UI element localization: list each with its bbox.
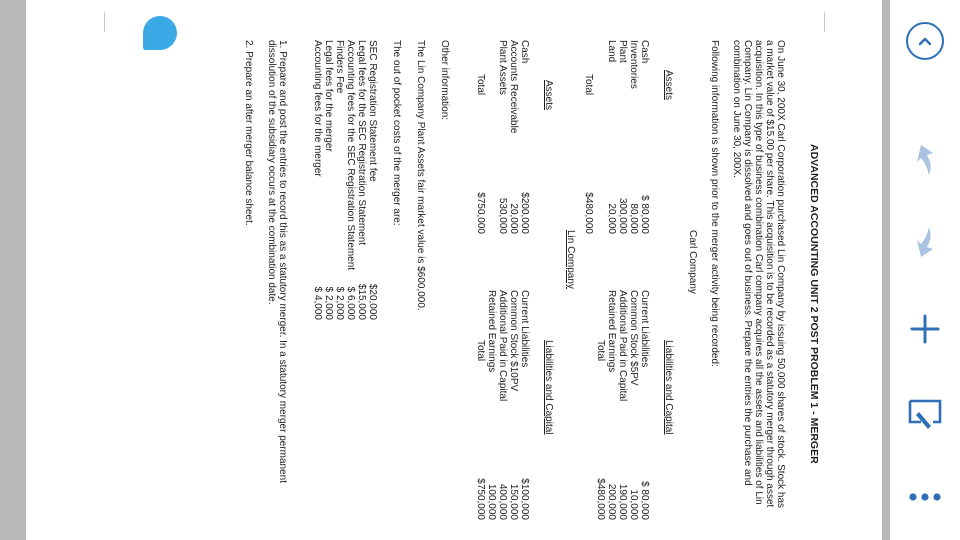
lin-asset-label: Cash	[519, 40, 530, 64]
fair-value-text: The Lin Company Plant Assets fair market value is $600,000.	[415, 40, 426, 311]
carl-asset-value: 80,000	[628, 203, 639, 234]
plus-icon	[909, 313, 941, 345]
prior-info-text: Following information is shown prior to the merger activity being recorded:	[709, 40, 720, 367]
redo-button[interactable]	[904, 222, 946, 264]
lin-liab-label: Additional Paid in Capital	[497, 290, 508, 402]
carl-total-value: $480,000	[583, 192, 594, 234]
undo-icon	[907, 139, 943, 179]
scroll-up-button[interactable]	[904, 20, 946, 62]
lin-asset-label: Plant Assets	[497, 40, 508, 96]
more-icon	[908, 492, 942, 502]
carl-liab-value: 190,000	[617, 483, 628, 520]
document-title: ADVANCED ACCOUNTING UNIT 2 POST PROBLEM 1 - MERGER	[808, 144, 820, 464]
cost-value: $15,000	[356, 283, 367, 320]
cost-label: Legal fees for the SEC Registration Statement	[356, 40, 367, 246]
lin-asset-value: 530,000	[497, 197, 508, 234]
oop-intro-text: The out of pocket costs of the merger are:	[391, 40, 402, 226]
cost-label: Legal fees for the merger	[323, 40, 334, 152]
chevron-up-icon	[906, 22, 944, 60]
carl-liab-label: Additional Paid in Capital	[617, 290, 628, 402]
carl-liab-total-label: Total	[595, 340, 606, 362]
draw-button[interactable]	[904, 394, 946, 436]
cost-value: $ 2,000	[334, 286, 345, 320]
carl-assets-header: Assets	[663, 70, 674, 101]
cost-label: Accounting fees for the SEC Registration Statement	[345, 40, 356, 271]
carl-liab-value: $ 80,000	[639, 481, 650, 520]
lin-total-label: Total	[475, 74, 486, 96]
cost-value: $ 2,000	[323, 286, 334, 320]
lin-liab-total-value: $750,000	[475, 478, 486, 520]
intro-line: acquisition. In this type of business combination Carl company acquires all the assets and liabilities of Lin	[753, 40, 764, 505]
carl-asset-label: Plant	[617, 40, 628, 63]
task-1-text: 1. Prepare and post the entries to record this as a statutory merger. In a statutory merger permanent	[277, 40, 288, 484]
cost-label: Finders Fee	[334, 40, 345, 94]
lin-liab-value: 100,000	[486, 483, 497, 520]
carl-asset-value: 300,000	[617, 197, 628, 234]
carl-liab-label: Current Liabilities	[639, 290, 650, 368]
lin-liab-header: Liabilities and Capital	[543, 340, 554, 435]
carl-asset-label: Inventories	[628, 40, 639, 89]
lin-asset-label: Accounts Receivable	[508, 40, 519, 134]
intro-line: On June 30, 200X Carl Corporation purchased Lin Company by issuing 50,000 shares of stock. Stock has	[775, 40, 786, 509]
cost-label: SEC Registration Statement fee	[367, 40, 378, 182]
carl-asset-label: Cash	[639, 40, 650, 64]
cost-label: Accounting fees for the merger	[312, 40, 323, 177]
other-info-heading: Other information:	[439, 40, 450, 121]
carl-asset-label: Land	[606, 40, 617, 63]
lin-liab-value: 400,000	[497, 483, 508, 520]
lin-assets-header: Assets	[543, 80, 554, 111]
intro-line: combination on June 30, 200X.	[731, 40, 742, 178]
lin-total-value: $750,000	[475, 192, 486, 234]
cost-value: $ 4,000	[312, 286, 323, 320]
lin-liab-value: 150,000	[508, 483, 519, 520]
lin-liab-label: Retained Earnings	[486, 290, 497, 373]
lin-liab-label: Common Stock $10PV	[508, 290, 519, 392]
cost-value: $ 6,000	[345, 286, 356, 320]
carl-liab-value: 10,000	[628, 489, 639, 520]
lin-liab-total-label: Total	[475, 340, 486, 362]
undo-button[interactable]	[904, 138, 946, 180]
carl-liab-label: Retained Earnings	[606, 290, 617, 373]
carl-company-heading: Carl Company	[687, 230, 698, 294]
carl-liab-total-value: $480,000	[595, 478, 606, 520]
add-button[interactable]	[904, 308, 946, 350]
intro-line: Company. Lin Company is dissolved and goes out of business. Prepare the entries the purchase and	[742, 40, 753, 486]
task-1-text: dissolution of the subsidiary occurs at the combination date.	[266, 40, 277, 305]
carl-liab-header: Liabilities and Capital	[663, 340, 674, 435]
lin-liab-value: $100,000	[519, 478, 530, 520]
lin-asset-value: $200,000	[519, 192, 530, 234]
carl-liab-label: Common Stock $5PV	[628, 290, 639, 386]
carl-asset-value: 20,000	[606, 203, 617, 234]
annotation-toolbar	[890, 0, 960, 540]
task-2-text: 2. Prepare an after merger balance sheet.	[243, 40, 254, 226]
cost-value: $20,000	[367, 283, 378, 320]
carl-asset-value: $ 80,000	[639, 195, 650, 234]
more-button[interactable]	[904, 476, 946, 518]
pen-icon	[907, 398, 943, 432]
lin-company-heading: Lin Company	[565, 230, 576, 289]
lin-asset-value: 20,000	[508, 203, 519, 234]
carl-total-label: Total	[583, 74, 594, 96]
intro-line: a market value of $15.00 per share. This acquisition is to be recorded as a statutory merger through asset	[764, 40, 775, 508]
lin-liab-label: Current Liabilities	[519, 290, 530, 368]
redo-icon	[907, 223, 943, 263]
carl-liab-value: 200,000	[606, 483, 617, 520]
